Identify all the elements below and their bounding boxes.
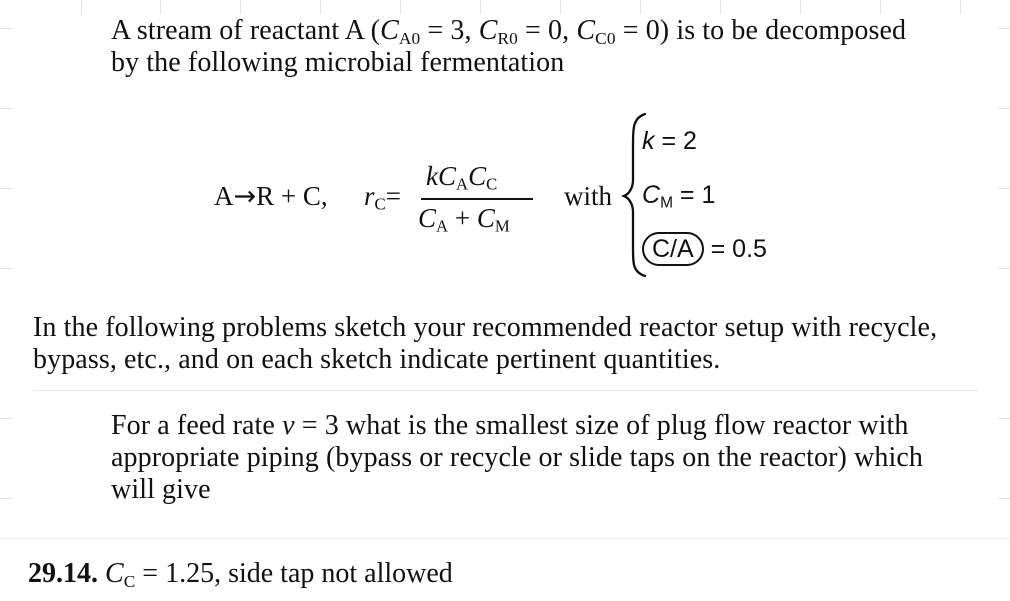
concentration-value: = 3, bbox=[420, 15, 479, 46]
lower-rule bbox=[0, 538, 1010, 539]
concentration-subscript: R0 bbox=[497, 28, 518, 48]
top-tick bbox=[400, 0, 401, 14]
answer-subscript: C bbox=[123, 571, 136, 591]
top-tick bbox=[720, 0, 721, 14]
top-tick bbox=[640, 0, 641, 14]
numerator-k-c: kC bbox=[426, 161, 456, 191]
rate-equals: = bbox=[385, 181, 401, 211]
rate-numerator bbox=[426, 160, 497, 192]
rate-expression-label bbox=[364, 180, 401, 212]
intro-line-1 bbox=[111, 15, 971, 47]
concentration-symbol: C bbox=[478, 15, 498, 46]
parameter-ca-value: = 0.5 bbox=[703, 235, 767, 263]
concentration-symbol: C bbox=[576, 15, 596, 46]
problems-line-1: In the following problems sketch your recommended reactor setup with recycle, bbox=[33, 312, 938, 343]
denominator-c: C bbox=[418, 203, 437, 233]
reaction-expression bbox=[214, 180, 328, 213]
left-tick bbox=[0, 268, 12, 269]
problem-number: 29.14. bbox=[28, 558, 98, 589]
top-tick bbox=[240, 0, 241, 14]
reaction-products: R + C, bbox=[256, 181, 328, 211]
left-tick bbox=[0, 418, 12, 419]
left-tick bbox=[0, 28, 12, 29]
numerator-subscript-a: A bbox=[456, 174, 469, 194]
top-tick bbox=[880, 0, 881, 14]
concentration-subscript: A0 bbox=[398, 28, 421, 48]
parameter-cm-value: = 1 bbox=[672, 181, 716, 209]
denominator-subscript-m: M bbox=[494, 216, 510, 236]
problem-answer bbox=[28, 558, 453, 590]
parameter-k bbox=[642, 124, 697, 158]
numerator-subscript-c: C bbox=[486, 174, 498, 194]
feed-rate-symbol: v bbox=[282, 410, 295, 441]
feed-line-1-rest: = 3 what is the smallest size of plug flow reactor with bbox=[294, 410, 909, 441]
top-tick bbox=[800, 0, 801, 14]
with-label: with bbox=[564, 181, 613, 211]
problems-paragraph bbox=[33, 312, 983, 376]
denominator-cm: C bbox=[476, 203, 495, 233]
parameter-ca bbox=[642, 232, 767, 266]
concentration-symbol: C bbox=[380, 15, 399, 46]
top-tick bbox=[560, 0, 561, 14]
reactant-a: A bbox=[214, 181, 234, 211]
top-tick bbox=[960, 0, 961, 14]
answer-value: = 1.25, side tap not allowed bbox=[135, 558, 453, 589]
intro-prefix: A stream of reactant A ( bbox=[111, 15, 381, 46]
concentration-subscript: C0 bbox=[595, 28, 616, 48]
right-tick bbox=[998, 108, 1010, 109]
left-tick bbox=[0, 498, 12, 499]
intro-line-2: by the following microbial fermentation bbox=[111, 47, 565, 78]
top-tick bbox=[160, 0, 161, 14]
right-tick bbox=[998, 498, 1010, 499]
problems-line-2: bypass, etc., and on each sketch indicate pertinent quantities. bbox=[33, 344, 721, 375]
top-tick bbox=[81, 0, 82, 14]
circled-ratio bbox=[642, 232, 704, 266]
denominator-plus: + bbox=[448, 203, 477, 233]
rate-symbol: r bbox=[364, 181, 375, 211]
rate-fraction bbox=[416, 160, 536, 240]
parameter-cm bbox=[642, 178, 715, 212]
rate-subscript: C bbox=[374, 194, 386, 214]
feed-paragraph bbox=[111, 410, 996, 506]
answer-symbol: C bbox=[105, 558, 124, 589]
left-tick bbox=[0, 108, 12, 109]
numerator-c: C bbox=[468, 161, 487, 191]
parameter-cm-subscript: M bbox=[660, 194, 673, 212]
top-tick bbox=[480, 0, 481, 14]
reaction-arrow: → bbox=[233, 181, 257, 212]
feed-line-1 bbox=[111, 410, 996, 442]
right-tick bbox=[998, 418, 1010, 419]
rate-denominator bbox=[418, 202, 510, 234]
right-tick bbox=[998, 268, 1010, 269]
upper-rule bbox=[33, 390, 978, 391]
parameter-k-label: k bbox=[642, 127, 655, 155]
right-tick bbox=[998, 188, 1010, 189]
feed-prefix: For a feed rate bbox=[111, 410, 283, 441]
circled-ratio-label: C/A bbox=[652, 235, 694, 263]
left-tick bbox=[0, 188, 12, 189]
intro-line-end: = 0) is to be decomposed bbox=[615, 15, 907, 46]
right-tick bbox=[998, 28, 1010, 29]
parameter-cm-label: C bbox=[642, 181, 661, 209]
feed-line-3: will give bbox=[111, 474, 211, 505]
top-tick bbox=[320, 0, 321, 14]
parameter-k-value: = 2 bbox=[654, 127, 697, 155]
feed-line-2: appropriate piping (bypass or recycle or slide taps on the reactor) which bbox=[111, 442, 924, 473]
denominator-subscript-a: A bbox=[436, 216, 449, 236]
intro-paragraph bbox=[111, 15, 971, 79]
concentration-value: = 0, bbox=[517, 15, 577, 46]
fraction-bar bbox=[421, 198, 533, 200]
